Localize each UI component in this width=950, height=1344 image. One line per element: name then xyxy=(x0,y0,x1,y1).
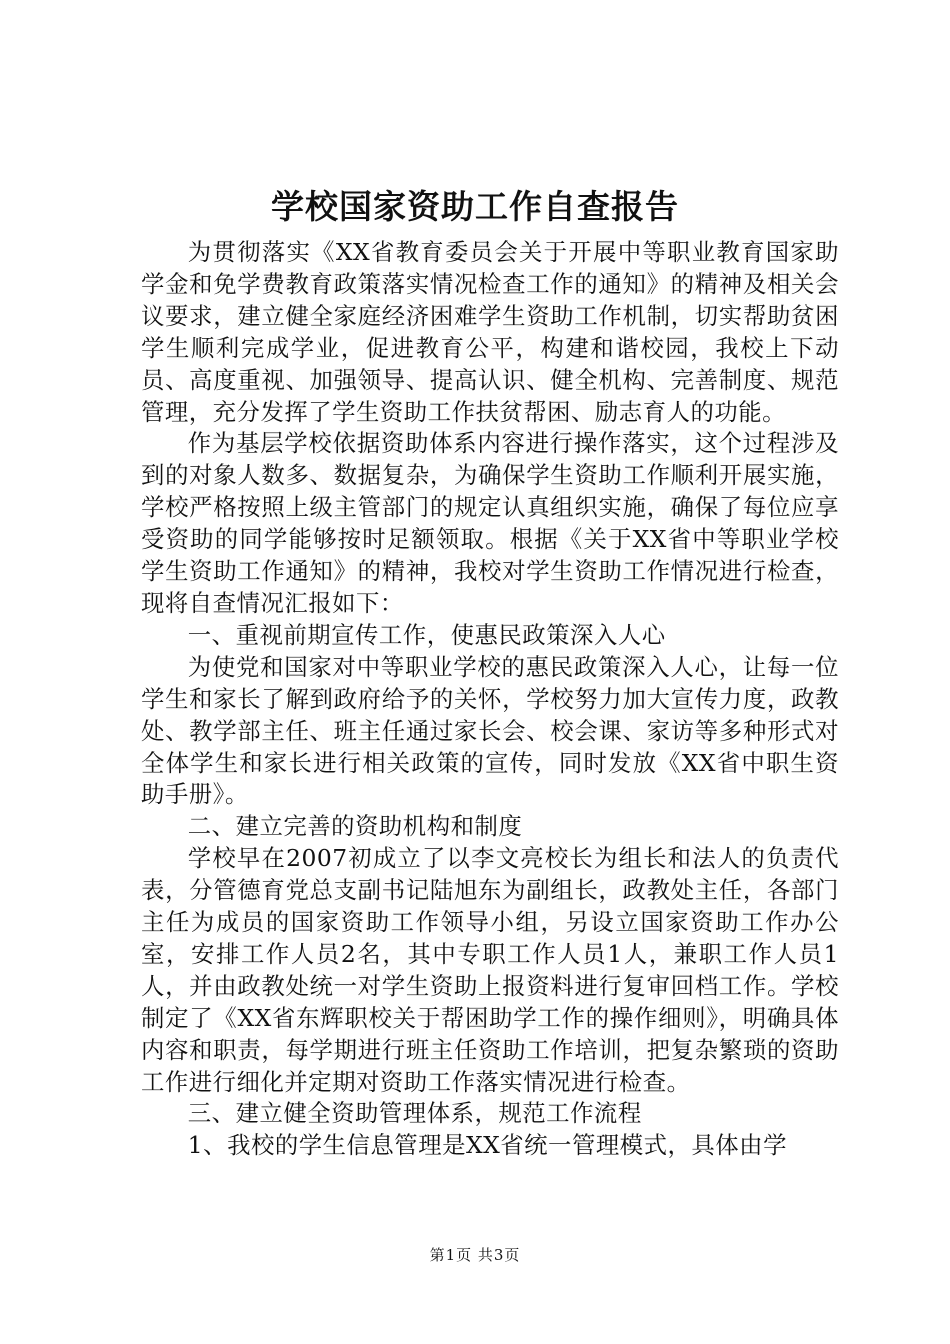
page-number-footer: 第1页 共3页 xyxy=(429,1246,521,1264)
document-title: 学校国家资助工作自查报告 xyxy=(271,187,679,226)
section-heading-2: 二、建立完善的资助机构和制度 xyxy=(187,812,523,841)
section-1-paragraph: 为使党和国家对中等职业学校的惠民政策深入人心，让每一位学生和家长了解到政府给予的关怀，学校努力加大宣传力度，政教处、教学部主任、班主任通过家长会、校会课、家访等多种形式对全体学生和家长进行相关政策的宣传，同时发放《XX省中职生资助手册》。 xyxy=(141,652,839,809)
section-heading-1: 一、重视前期宣传工作，使惠民政策深入人心 xyxy=(187,620,666,649)
section-heading-3: 三、建立健全资助管理体系，规范工作流程 xyxy=(187,1099,642,1128)
section-2-paragraph: 学校早在2007初成立了以李文亮校长为组长和法人的负责代表，分管德育党总支副书记陆旭东为副组长，政教处主任，各部门主任为成员的国家资助工作领导小组，另设立国家资助工作办公室，安排工作人员2名，其中专职工作人员1人，兼职工作人员1人，并由政教处统一对学生资助上报资料进行复审回档工作。学校制定了《XX省东辉职校关于帮困助学工作的操作细则》，明确具体内容和职责，每学期进行班主任资助工作培训，把复杂繁琐的资助工作进行细化并定期对资助工作落实情况进行检查。 xyxy=(141,844,839,1096)
intro-paragraph: 为贯彻落实《XX省教育委员会关于开展中等职业教育国家助学金和免学费教育政策落实情况检查工作的通知》的精神及相关会议要求，建立健全家庭经济困难学生资助工作机制，切实帮助贫困学生顺利完成学业，促进教育公平，构建和谐校园，我校上下动员、高度重视、加强领导、提高认识、健全机构、完善制度、规范管理，充分发挥了学生资助工作扶贫帮困、励志育人的功能。 xyxy=(141,238,839,426)
document-body xyxy=(141,237,839,1162)
section-3-item-1: 1、我校的学生信息管理是XX省统一管理模式，具体由学 xyxy=(187,1131,787,1160)
overview-paragraph: 作为基层学校依据资助体系内容进行操作落实，这个过程涉及到的对象人数多、数据复杂，为确保学生资助工作顺利开展实施，学校严格按照上级主管部门的规定认真组织实施，确保了每位应享受资助的同学能够按时足额领取。根据《关于XX省中等职业学校学生资助工作通知》的精神，我校对学生资助工作情况进行检查，现将自查情况汇报如下： xyxy=(141,429,839,617)
